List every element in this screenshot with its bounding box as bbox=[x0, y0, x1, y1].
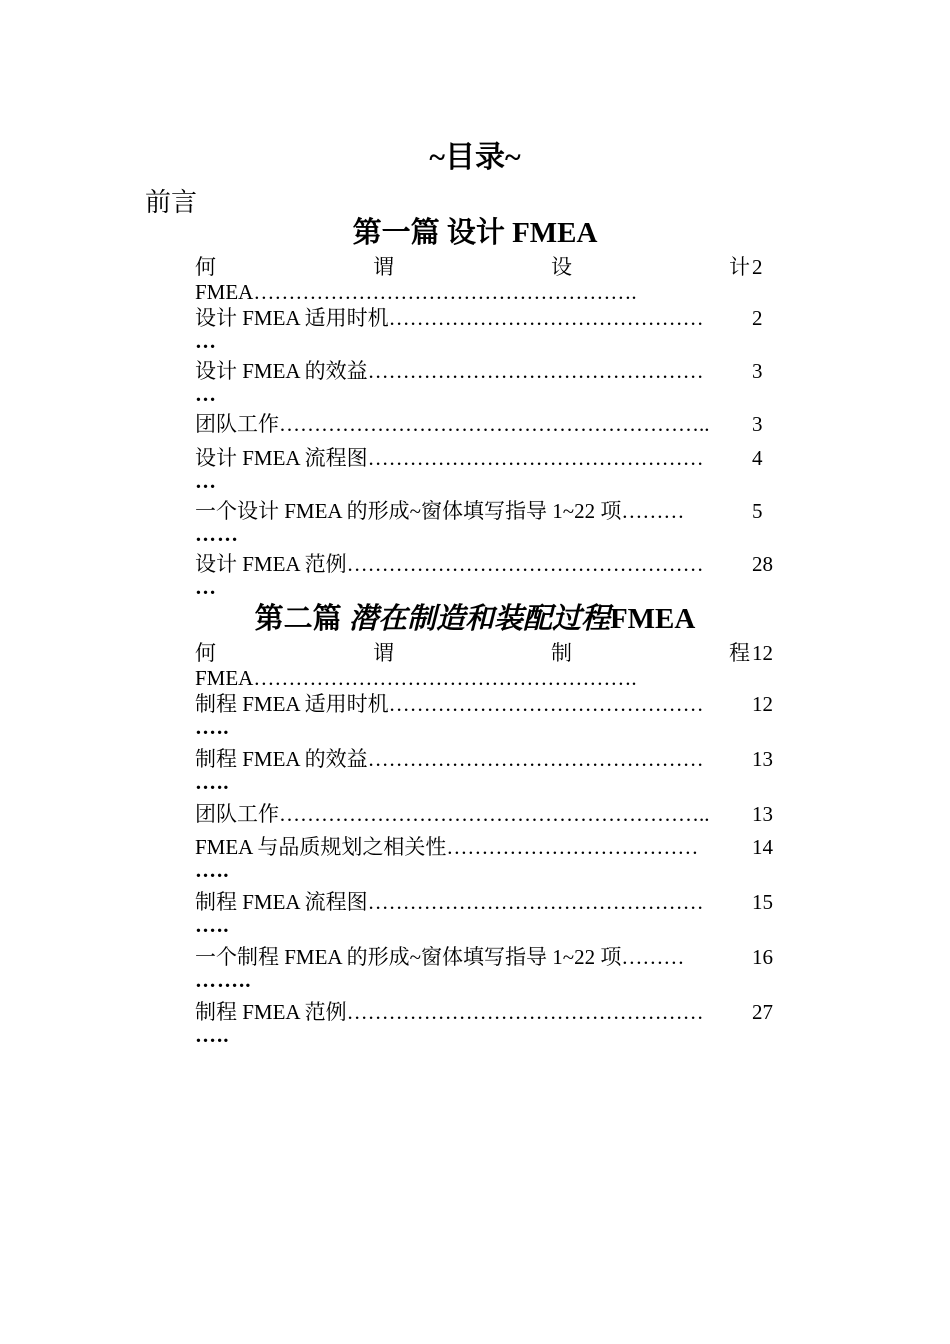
toc-entry-page: 27 bbox=[752, 1000, 773, 1024]
word: 计 bbox=[729, 255, 750, 279]
word: 何 bbox=[195, 255, 216, 279]
toc-entry bbox=[195, 305, 780, 351]
toc-entry-page: 16 bbox=[752, 945, 773, 969]
toc-entry-continuation: … bbox=[195, 575, 217, 599]
toc-entry bbox=[195, 834, 780, 880]
toc-entry-page: 4 bbox=[752, 446, 763, 470]
toc-entry-page: 13 bbox=[752, 802, 773, 826]
part2-heading-plain: 第二篇 bbox=[254, 603, 349, 635]
toc-entry-page: 3 bbox=[752, 412, 763, 436]
toc-entry-text: 设计 FMEA 的效益………………………………………… bbox=[195, 359, 704, 383]
toc-entry bbox=[195, 999, 780, 1045]
toc-entry-text: FMEA 与品质规划之相关性……………………………… bbox=[195, 835, 699, 859]
word: 制 bbox=[551, 641, 572, 665]
toc-entry bbox=[195, 411, 780, 437]
part2-heading bbox=[0, 600, 950, 638]
toc-entry-page: 12 bbox=[752, 692, 773, 716]
toc-entry-page: 28 bbox=[752, 552, 773, 576]
toc-entry-continuation: FMEA………………………………………………. bbox=[195, 280, 637, 304]
toc-entry bbox=[195, 551, 780, 597]
toc-entry-page: 5 bbox=[752, 499, 763, 523]
toc-entry-text: 制程 FMEA 适用时机……………………………………… bbox=[195, 692, 704, 716]
toc-entry bbox=[195, 254, 780, 304]
toc-entry-continuation: … bbox=[195, 329, 217, 353]
word: 程 bbox=[729, 641, 750, 665]
toc-entry-text: 一个制程 FMEA 的形成~窗体填写指导 1~22 项……… bbox=[195, 945, 685, 969]
toc-entry-continuation: ….. bbox=[195, 858, 230, 882]
toc-entry-text: 团队工作…………………………………………………….. bbox=[195, 802, 710, 826]
toc-entry-continuation: … bbox=[195, 382, 217, 406]
toc-entry-text: 制程 FMEA 流程图………………………………………… bbox=[195, 890, 704, 914]
word: 设 bbox=[551, 255, 572, 279]
part2-heading-tail: FMEA bbox=[609, 603, 696, 635]
toc-entry-text: 设计 FMEA 适用时机……………………………………… bbox=[195, 306, 704, 330]
toc-entry bbox=[195, 944, 780, 990]
toc-entry-page: 2 bbox=[752, 255, 763, 279]
toc-entry bbox=[195, 358, 780, 404]
toc-entry-page: 12 bbox=[752, 641, 773, 665]
toc-entry-text: 团队工作…………………………………………………….. bbox=[195, 412, 710, 436]
toc-entry-page: 3 bbox=[752, 359, 763, 383]
word: 谓 bbox=[373, 255, 394, 279]
preface-entry: 前言 bbox=[145, 188, 198, 217]
toc-entry-continuation: … bbox=[195, 469, 217, 493]
toc-entry bbox=[195, 445, 780, 491]
part2-heading-italic: 潜在制造和装配过程 bbox=[348, 603, 610, 635]
toc-entry-page: 13 bbox=[752, 747, 773, 771]
toc-entry-text bbox=[195, 254, 750, 280]
toc-entry bbox=[195, 889, 780, 935]
toc-entry-continuation: ….. bbox=[195, 913, 230, 937]
toc-entry-page: 14 bbox=[752, 835, 773, 859]
toc-entry-continuation: …… bbox=[195, 522, 239, 546]
toc-entry-text: 制程 FMEA 范例…………………………………………… bbox=[195, 1000, 704, 1024]
toc-entry-text: 设计 FMEA 范例…………………………………………… bbox=[195, 552, 704, 576]
toc-title: ~目录~ bbox=[429, 141, 521, 174]
toc-entry-continuation: ….. bbox=[195, 715, 230, 739]
toc-entry bbox=[195, 691, 780, 737]
toc-entry-continuation: ….. bbox=[195, 770, 230, 794]
toc-entry-text bbox=[195, 640, 750, 666]
part1-heading: 第一篇 设计 FMEA bbox=[352, 217, 598, 249]
toc-entry-continuation: ….. bbox=[195, 1023, 230, 1047]
toc-entry bbox=[195, 498, 780, 544]
toc-entry bbox=[195, 746, 780, 792]
toc-entry bbox=[195, 801, 780, 827]
toc-entry-text: 一个设计 FMEA 的形成~窗体填写指导 1~22 项……… bbox=[195, 499, 685, 523]
toc-entry-text: 制程 FMEA 的效益………………………………………… bbox=[195, 747, 704, 771]
word: 谓 bbox=[373, 641, 394, 665]
word: 何 bbox=[195, 641, 216, 665]
toc-entry-page: 15 bbox=[752, 890, 773, 914]
toc-entry-text: 设计 FMEA 流程图………………………………………… bbox=[195, 446, 704, 470]
toc-entry-continuation: FMEA………………………………………………. bbox=[195, 666, 637, 690]
toc-entry bbox=[195, 640, 780, 690]
toc-entry-page: 2 bbox=[752, 306, 763, 330]
toc-entry-continuation: …….. bbox=[195, 968, 252, 992]
